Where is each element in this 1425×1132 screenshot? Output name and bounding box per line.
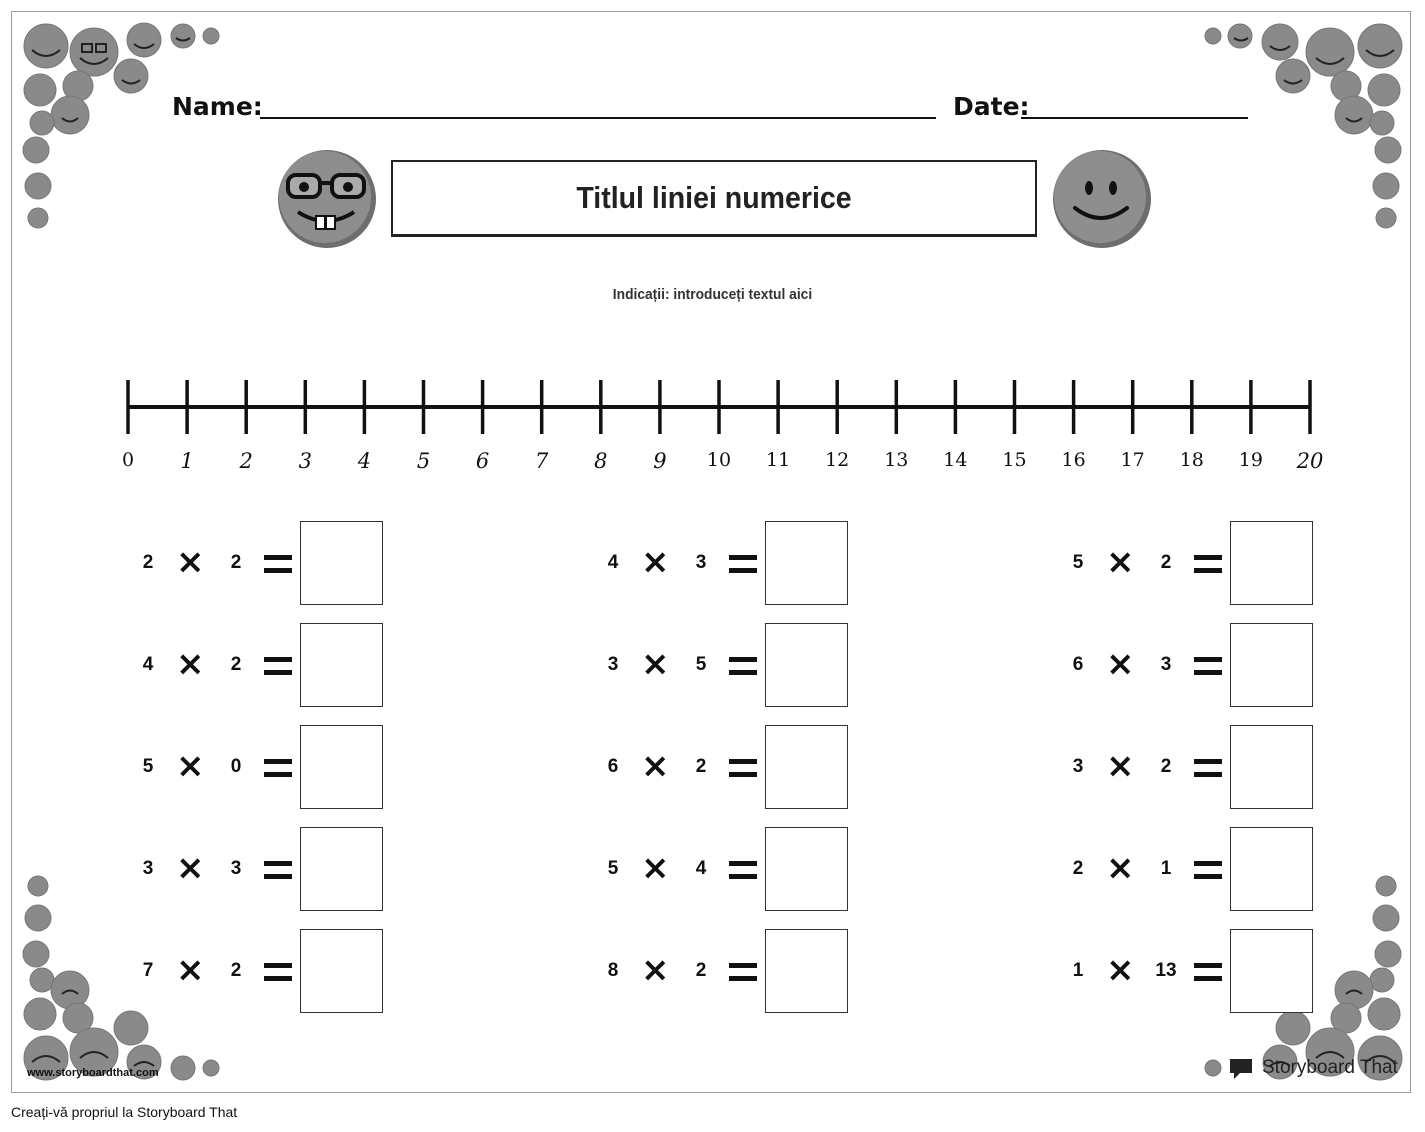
equals-sign-icon xyxy=(729,963,757,981)
answer-box[interactable] xyxy=(1230,623,1313,707)
times-operator-icon: × xyxy=(641,848,670,888)
problem-operand-b: 2 xyxy=(230,654,242,675)
date-field[interactable] xyxy=(1021,117,1248,119)
problem-operand-a: 8 xyxy=(607,960,619,981)
site-url: www.storyboardthat.com xyxy=(27,1067,159,1079)
problem-operand-b: 13 xyxy=(1155,960,1177,981)
problem-operand-b: 2 xyxy=(1160,756,1172,777)
times-operator-icon: × xyxy=(176,950,205,990)
number-line-label: 9 xyxy=(653,449,667,473)
equals-sign-icon xyxy=(729,555,757,573)
name-label: Name: xyxy=(172,92,263,121)
problem-operand-a: 3 xyxy=(607,654,619,675)
answer-box[interactable] xyxy=(300,623,383,707)
times-operator-icon: × xyxy=(176,848,205,888)
number-line-label: 16 xyxy=(1061,449,1086,471)
answer-box[interactable] xyxy=(300,929,383,1013)
number-line-label: 6 xyxy=(475,449,490,473)
equals-sign-icon xyxy=(264,555,292,573)
number-line-label: 7 xyxy=(535,449,549,473)
number-line-label: 15 xyxy=(1002,449,1027,471)
problem-operand-b: 2 xyxy=(1160,552,1172,573)
number-line-label: 20 xyxy=(1296,449,1324,473)
storyboard-logo-icon xyxy=(1228,1057,1258,1081)
equals-sign-icon xyxy=(729,759,757,777)
answer-box[interactable] xyxy=(300,521,383,605)
problem-operand-b: 4 xyxy=(695,858,707,879)
problem-operand-b: 0 xyxy=(230,756,242,777)
logo-text: Storyboard That xyxy=(1262,1057,1398,1078)
equals-sign-icon xyxy=(1194,759,1222,777)
problem-operand-b: 3 xyxy=(695,552,707,573)
answer-box[interactable] xyxy=(300,725,383,809)
answer-box[interactable] xyxy=(1230,521,1313,605)
answer-box[interactable] xyxy=(1230,929,1313,1013)
number-line-label: 14 xyxy=(943,449,968,471)
directions-text: Indicații: introduceți textul aici xyxy=(612,286,813,303)
problem-operand-a: 4 xyxy=(142,654,154,675)
times-operator-icon: × xyxy=(176,542,205,582)
answer-box[interactable] xyxy=(765,623,848,707)
nerd-emoji-icon xyxy=(276,148,378,250)
smiley-emoji-icon xyxy=(1051,148,1153,250)
equals-sign-icon xyxy=(264,963,292,981)
problem-operand-b: 2 xyxy=(695,960,707,981)
answer-box[interactable] xyxy=(1230,725,1313,809)
worksheet-title: Titlul liniei numerice xyxy=(576,180,852,215)
problem-operand-a: 5 xyxy=(607,858,619,879)
emoji-cluster-top-left-icon xyxy=(18,18,228,233)
answer-box[interactable] xyxy=(765,929,848,1013)
times-operator-icon: × xyxy=(641,542,670,582)
title-box[interactable] xyxy=(391,160,1037,237)
equals-sign-icon xyxy=(264,657,292,675)
equals-sign-icon xyxy=(264,759,292,777)
footer-text: Creați-vă propriul la Storyboard That xyxy=(11,1104,238,1120)
equals-sign-icon xyxy=(1194,861,1222,879)
number-line-label: 0 xyxy=(121,449,135,471)
number-line-label: 19 xyxy=(1238,449,1263,471)
times-operator-icon: × xyxy=(641,644,670,684)
problem-operand-a: 7 xyxy=(142,960,154,981)
number-line-label: 4 xyxy=(357,449,372,473)
number-line-label: 2 xyxy=(239,449,253,473)
number-line-label: 8 xyxy=(594,449,608,473)
answer-box[interactable] xyxy=(765,827,848,911)
times-operator-icon: × xyxy=(1106,950,1135,990)
number-line-label: 5 xyxy=(416,449,431,473)
times-operator-icon: × xyxy=(1106,542,1135,582)
answer-box[interactable] xyxy=(765,725,848,809)
number-line-label: 13 xyxy=(884,449,909,471)
problem-operand-a: 5 xyxy=(1072,552,1084,573)
times-operator-icon: × xyxy=(176,644,205,684)
number-line-label: 17 xyxy=(1120,449,1145,471)
problem-operand-b: 1 xyxy=(1160,858,1172,879)
problem-operand-b: 3 xyxy=(1160,654,1172,675)
problem-operand-b: 3 xyxy=(230,858,242,879)
number-line-label: 12 xyxy=(825,449,850,471)
problem-operand-a: 4 xyxy=(607,552,619,573)
number-line-label: 18 xyxy=(1179,449,1204,471)
problem-operand-a: 2 xyxy=(1072,858,1084,879)
number-line-label: 3 xyxy=(298,449,312,473)
number-line-label: 1 xyxy=(180,449,194,473)
equals-sign-icon xyxy=(1194,657,1222,675)
problem-operand-b: 2 xyxy=(695,756,707,777)
number-line-label: 11 xyxy=(766,449,791,471)
times-operator-icon: × xyxy=(1106,848,1135,888)
number-line-label: 10 xyxy=(706,449,732,471)
times-operator-icon: × xyxy=(1106,746,1135,786)
problem-operand-a: 6 xyxy=(1072,654,1084,675)
number-line xyxy=(110,370,1330,450)
equals-sign-icon xyxy=(729,657,757,675)
date-label: Date: xyxy=(953,92,1030,121)
problem-operand-a: 1 xyxy=(1072,960,1084,981)
emoji-cluster-top-right-icon xyxy=(1198,18,1408,233)
equals-sign-icon xyxy=(264,861,292,879)
answer-box[interactable] xyxy=(765,521,848,605)
equals-sign-icon xyxy=(1194,963,1222,981)
answer-box[interactable] xyxy=(300,827,383,911)
problem-operand-a: 2 xyxy=(142,552,154,573)
problem-operand-b: 2 xyxy=(230,960,242,981)
times-operator-icon: × xyxy=(176,746,205,786)
problem-operand-a: 6 xyxy=(607,756,619,777)
problem-operand-b: 5 xyxy=(695,654,707,675)
problem-operand-a: 5 xyxy=(142,756,154,777)
problem-operand-b: 2 xyxy=(230,552,242,573)
problem-operand-a: 3 xyxy=(142,858,154,879)
times-operator-icon: × xyxy=(641,950,670,990)
problem-operand-a: 3 xyxy=(1072,756,1084,777)
name-field[interactable] xyxy=(260,117,936,119)
equals-sign-icon xyxy=(1194,555,1222,573)
times-operator-icon: × xyxy=(641,746,670,786)
equals-sign-icon xyxy=(729,861,757,879)
answer-box[interactable] xyxy=(1230,827,1313,911)
times-operator-icon: × xyxy=(1106,644,1135,684)
